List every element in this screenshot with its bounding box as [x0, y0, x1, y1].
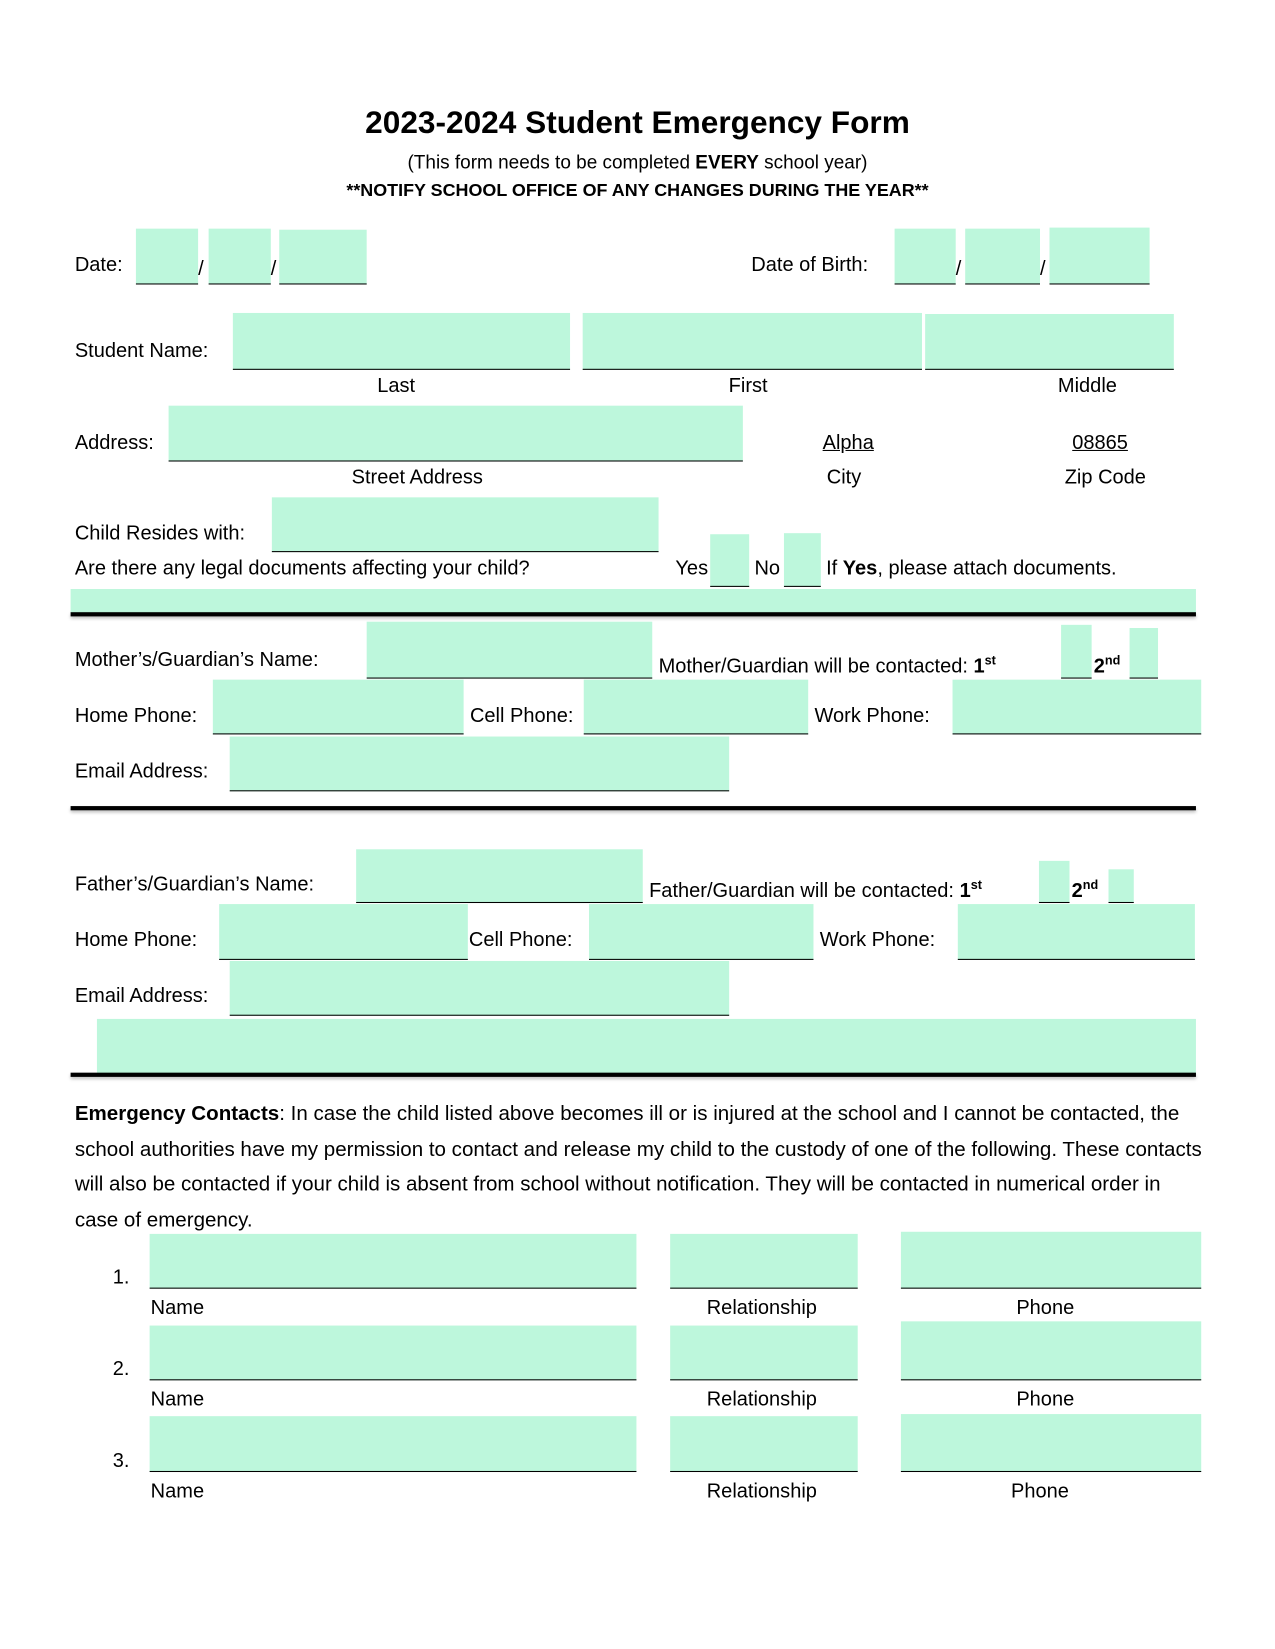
- relationship-caption: Relationship: [706, 1297, 817, 1320]
- contact-relationship-field[interactable]: [670, 1326, 858, 1381]
- legal-question: Are there any legal documents affecting your child?: [74, 557, 530, 580]
- row-number: 2.: [112, 1358, 130, 1381]
- mother-second-contact-field[interactable]: [1130, 628, 1158, 679]
- relationship-caption: Relationship: [706, 1388, 817, 1411]
- first-caption: First: [728, 375, 768, 398]
- mother-contact-order: [659, 648, 996, 680]
- subtitle-text-end: school year): [758, 151, 868, 173]
- row-number: 3.: [112, 1449, 130, 1473]
- father-home-phone-label: Home Phone:: [74, 929, 198, 952]
- mother-name-field[interactable]: [367, 622, 653, 679]
- father-second-contact-field[interactable]: [1108, 869, 1133, 903]
- form-title: 2023-2024 Student Emergency Form: [365, 105, 910, 141]
- legal-no-field[interactable]: [784, 533, 821, 587]
- mother-email-label: Email Address:: [74, 760, 209, 783]
- form-subtitle: [407, 152, 867, 174]
- second-label: 2: [1071, 880, 1083, 903]
- dob-slash: /: [955, 258, 962, 281]
- subtitle-bold: EVERY: [695, 151, 759, 173]
- father-cell-phone-field[interactable]: [589, 904, 813, 960]
- legal-yes-field[interactable]: [710, 534, 749, 587]
- mother-cell-phone-label: Cell Phone:: [469, 704, 574, 728]
- date-slash: /: [198, 258, 204, 281]
- zip-value: 08865: [1072, 432, 1128, 455]
- legal-note-post: , please attach documents.: [877, 557, 1117, 580]
- mother-contact-label: Mother/Guardian will be contacted:: [658, 655, 968, 678]
- legal-note: [826, 556, 1117, 581]
- dob-month-field[interactable]: [895, 229, 956, 285]
- zip-caption: Zip Code: [1064, 466, 1146, 489]
- middle-caption: Middle: [1057, 375, 1117, 398]
- father-notes-field[interactable]: [97, 1019, 1196, 1074]
- contact-name-field[interactable]: [150, 1416, 637, 1472]
- student-first-name-field[interactable]: [583, 313, 922, 370]
- student-middle-name-field[interactable]: [925, 314, 1174, 370]
- father-name-field[interactable]: [356, 849, 643, 903]
- section-divider: [71, 612, 1196, 616]
- row-number: 1.: [112, 1266, 130, 1289]
- resides-label: Child Resides with:: [74, 522, 246, 545]
- second-sup: nd: [1082, 877, 1099, 893]
- father-first-contact-field[interactable]: [1039, 861, 1070, 903]
- relationship-caption: Relationship: [706, 1480, 817, 1503]
- mother-work-phone-field[interactable]: [953, 680, 1202, 735]
- student-last-name-field[interactable]: [233, 313, 570, 370]
- phone-caption: Phone: [1016, 1388, 1075, 1411]
- phone-caption: Phone: [1011, 1480, 1069, 1503]
- contact-relationship-field[interactable]: [670, 1416, 858, 1472]
- first-label: 1: [959, 880, 971, 903]
- notify-notice: **NOTIFY SCHOOL OFFICE OF ANY CHANGES DURING THE YEAR**: [346, 180, 929, 201]
- father-cell-phone-label: Cell Phone:: [468, 929, 573, 952]
- first-sup: st: [984, 653, 996, 669]
- section-divider: [71, 806, 1196, 810]
- subtitle-text: (This form needs to be completed: [407, 151, 696, 173]
- contact-phone-field[interactable]: [901, 1414, 1201, 1472]
- date-label: Date:: [74, 253, 123, 277]
- father-home-phone-field[interactable]: [219, 904, 468, 960]
- name-caption: Name: [150, 1297, 205, 1320]
- city-value: Alpha: [822, 432, 874, 455]
- dob-year-field[interactable]: [1049, 228, 1149, 285]
- father-work-phone-field[interactable]: [958, 904, 1195, 960]
- contact-name-field[interactable]: [150, 1326, 637, 1381]
- legal-notes-field[interactable]: [71, 589, 1196, 613]
- mother-email-field[interactable]: [230, 737, 729, 792]
- first-label: 1: [973, 655, 985, 678]
- second-sup: nd: [1104, 653, 1121, 669]
- mother-name-label: Mother’s/Guardian’s Name:: [74, 649, 319, 672]
- section-divider: [71, 1073, 1196, 1077]
- emergency-contacts-paragraph: [75, 1097, 1208, 1238]
- first-sup: st: [970, 877, 982, 893]
- father-name-label: Father’s/Guardian’s Name:: [74, 873, 315, 896]
- mother-home-phone-field[interactable]: [213, 680, 464, 735]
- contact-phone-field[interactable]: [901, 1321, 1201, 1380]
- student-name-label: Student Name:: [74, 340, 209, 363]
- contact-relationship-field[interactable]: [670, 1234, 858, 1289]
- emergency-heading: Emergency Contacts: [74, 1102, 280, 1126]
- street-address-field[interactable]: [169, 406, 743, 462]
- contact-phone-field[interactable]: [901, 1232, 1201, 1289]
- legal-note-bold: Yes: [842, 557, 878, 580]
- address-label: Address:: [74, 432, 154, 455]
- mother-cell-phone-field[interactable]: [584, 680, 808, 735]
- dob-day-field[interactable]: [965, 229, 1040, 285]
- father-contact-label: Father/Guardian will be contacted:: [649, 880, 955, 903]
- dob-slash: /: [1040, 258, 1046, 281]
- second-label: 2: [1093, 655, 1105, 678]
- no-label: No: [754, 557, 781, 580]
- name-caption: Name: [150, 1480, 205, 1503]
- date-year-field[interactable]: [279, 230, 366, 285]
- mother-second-label: [1094, 648, 1121, 680]
- father-contact-order: [649, 872, 982, 904]
- yes-label: Yes: [675, 557, 709, 580]
- legal-note-pre: If: [826, 557, 843, 580]
- street-caption: Street Address: [351, 466, 483, 489]
- date-slash: /: [270, 258, 277, 281]
- date-day-field[interactable]: [209, 229, 271, 285]
- mother-first-contact-field[interactable]: [1061, 625, 1092, 679]
- father-email-label: Email Address:: [74, 985, 209, 1008]
- resides-with-field[interactable]: [272, 497, 659, 552]
- name-caption: Name: [150, 1388, 205, 1411]
- father-second-label: [1072, 872, 1099, 904]
- date-month-field[interactable]: [136, 229, 198, 285]
- last-caption: Last: [377, 375, 416, 398]
- father-work-phone-label: Work Phone:: [819, 929, 936, 952]
- contact-name-field[interactable]: [150, 1234, 637, 1289]
- mother-home-phone-label: Home Phone:: [74, 704, 198, 728]
- emergency-text: : In case the child listed above becomes ill or is injured at the school and I cannot be contacted, the school authorities have my permission to contact and release my child to the custody of one of the following. These contacts will also be contacted if your child is absent from school without notification. They will be contacted in numerical order in case of emergency.: [74, 1102, 1202, 1232]
- phone-caption: Phone: [1016, 1297, 1075, 1320]
- father-email-field[interactable]: [230, 961, 729, 1016]
- city-caption: City: [826, 466, 862, 489]
- mother-work-phone-label: Work Phone:: [814, 704, 930, 728]
- dob-label: Date of Birth:: [751, 253, 869, 277]
